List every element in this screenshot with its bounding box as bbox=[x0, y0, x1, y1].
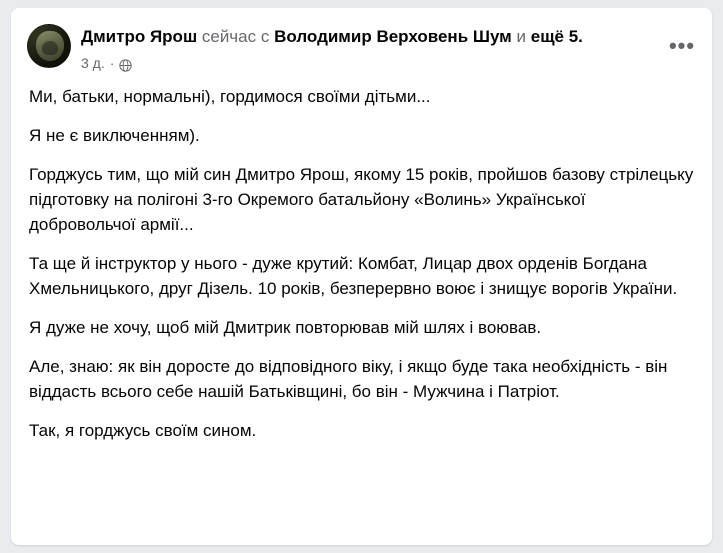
headline-suffix: и bbox=[516, 27, 526, 46]
post-card bbox=[11, 8, 712, 545]
post-timestamp[interactable]: 3 д. bbox=[81, 55, 105, 71]
post-paragraph: Я дуже не хочу, щоб мій Дмитрик повторював мій шлях і воював. bbox=[29, 318, 542, 337]
post-body bbox=[11, 72, 712, 443]
author-name[interactable]: Дмитро Ярош bbox=[81, 27, 198, 46]
tagged-person-name[interactable]: Володимир Верховень Шум bbox=[274, 27, 512, 46]
meta-separator: · bbox=[109, 55, 115, 71]
ellipsis-icon: ••• bbox=[668, 33, 696, 58]
more-options-button[interactable] bbox=[664, 28, 700, 64]
headline-more-link[interactable]: ещё 5. bbox=[530, 27, 583, 46]
post-header bbox=[11, 8, 712, 72]
post-paragraph: Я не є виключенням). bbox=[29, 126, 200, 145]
post-paragraph: Так, я горджусь своїм сином. bbox=[29, 421, 257, 440]
post-headline bbox=[81, 24, 650, 49]
post-paragraph: Горджусь тим, що мій син Дмитро Ярош, якому 15 років, пройшов базову стрілецьку підготовку на полігоні 3-го Окремого батальйону «Волинь» Української добровольчої армії... bbox=[29, 165, 694, 234]
post-paragraph: Ми, батьки, нормальні), гордимося своїми дітьми... bbox=[29, 87, 431, 106]
globe-icon[interactable] bbox=[119, 58, 132, 71]
post-meta bbox=[81, 54, 650, 72]
headline-connector: сейчас с bbox=[201, 27, 270, 46]
avatar[interactable] bbox=[27, 24, 71, 68]
post-header-text bbox=[81, 24, 696, 72]
post-paragraph: Та ще й інструктор у нього - дуже крутий: Комбат, Лицар двох орденів Богдана Хмельницького, друг Дізель. 10 років, безперервно воює і знищує ворогів України. bbox=[29, 254, 678, 298]
post-paragraph: Але, знаю: як він доросте до відповідного віку, і якщо буде така необхідність - він віддасть всього себе нашій Батьківщині, бо він - Мужчина і Патріот. bbox=[29, 357, 668, 401]
